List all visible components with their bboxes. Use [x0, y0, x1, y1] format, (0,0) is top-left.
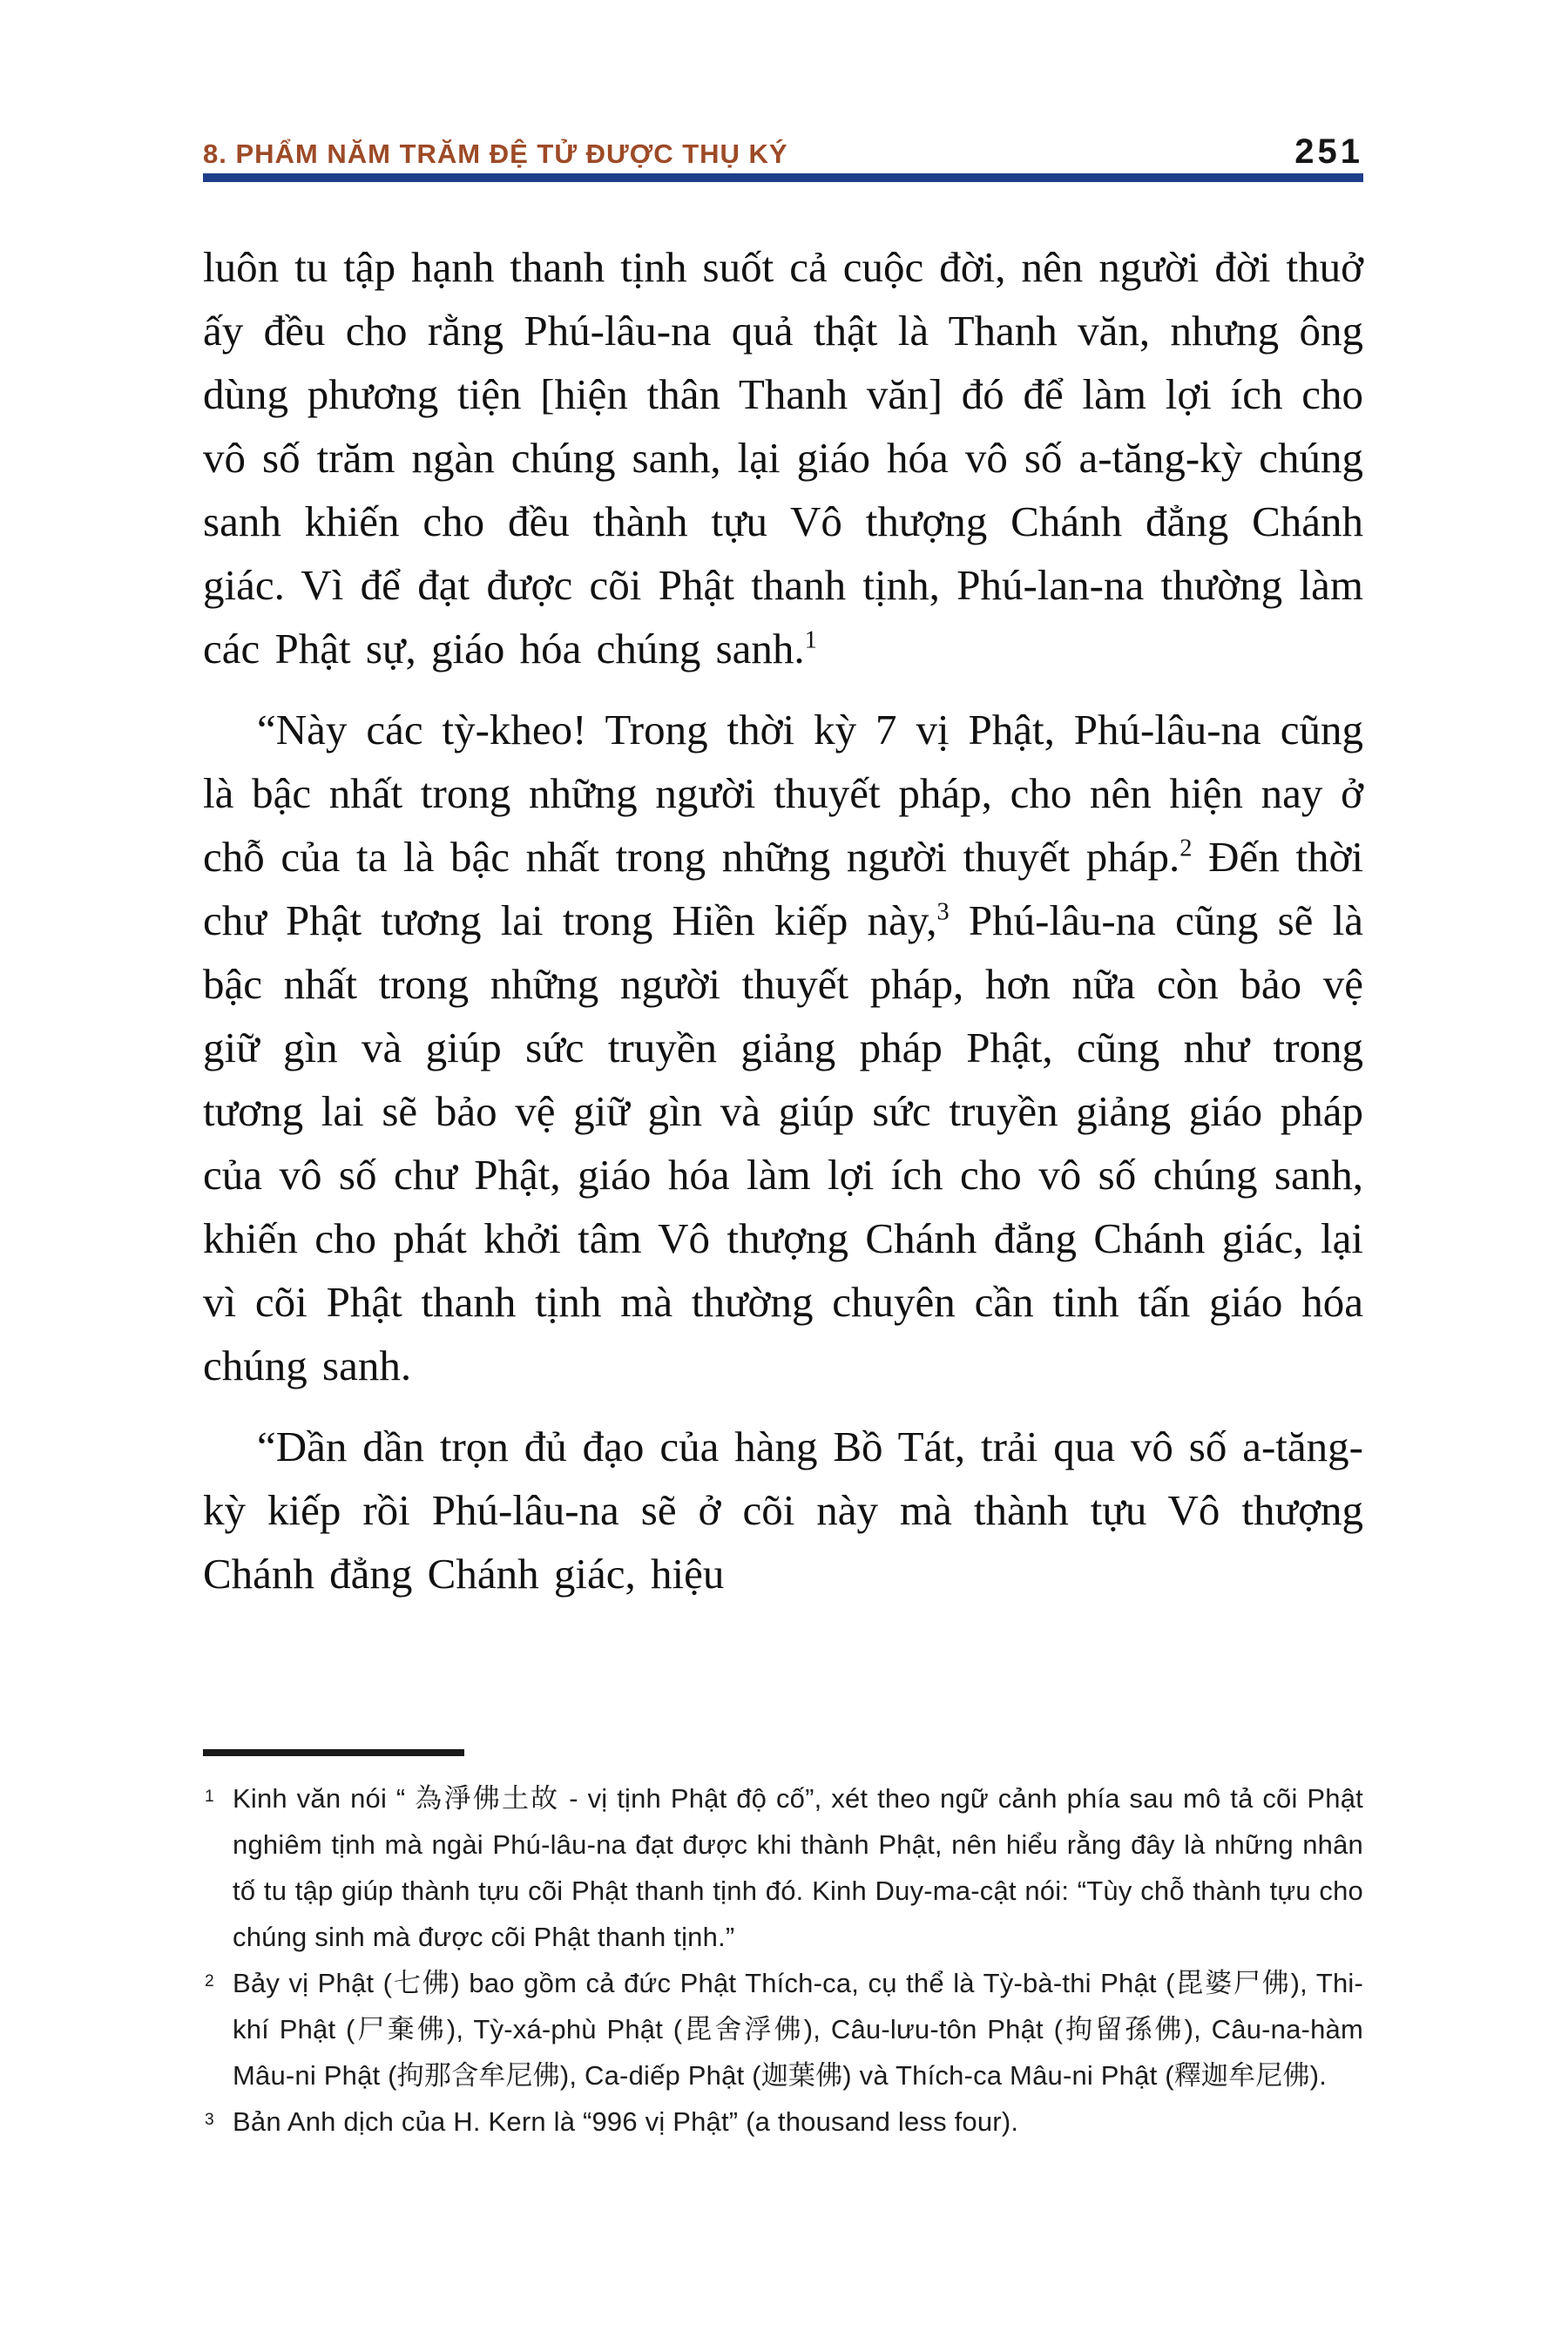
footnotes	[203, 1775, 1363, 2145]
footnote-marker: 3	[205, 2111, 214, 2129]
body-text-run: Phú-lâu-na cũng sẽ là bậc nhất trong những người thuyết pháp, hơn nữa còn bảo vệ giữ gìn và giúp sức truyền giảng pháp Phật, cũng như trong tương lai sẽ bảo vệ giữ gìn và giúp sức truyền giảng giáo pháp của vô số chư Phật, giáo hóa làm lợi ích cho vô số chúng sanh, khiến cho phát khởi tâm Vô thượng Chánh đẳng Chánh giác, lại vì cõi Phật thanh tịnh mà thường chuyên cần tinh tấn giáo hóa chúng sanh.	[203, 896, 1363, 1389]
footnote-reference: 1	[804, 626, 817, 654]
body-text-run: Đến thời chư Phật tương lai trong Hiền kiếp này,	[203, 833, 1363, 944]
header-rule	[203, 173, 1363, 182]
footnote-reference: 3	[936, 898, 950, 926]
body-text	[203, 235, 1363, 1605]
footnote-marker: 1	[205, 1788, 214, 1806]
body-text-run: “Dần dần trọn đủ đạo của hàng Bồ Tát, trải qua vô số a-tăng-kỳ kiếp rồi Phú-lâu-na sẽ ở cõi này mà thành tựu Vô thượng Chánh đẳng Chánh giác, hiệu	[203, 1423, 1363, 1598]
footnote-reference: 2	[1179, 835, 1193, 862]
footnote-separator	[203, 1749, 464, 1756]
body-text-run: “Này các tỳ-kheo! Trong thời kỳ 7 vị Phật, Phú-lâu-na cũng là bậc nhất trong những người thuyết pháp, cho nên hiện nay ở chỗ của ta là bậc nhất trong những người thuyết pháp.	[203, 706, 1363, 881]
body-paragraph	[203, 1415, 1363, 1605]
body-text-run: luôn tu tập hạnh thanh tịnh suốt cả cuộc đời, nên người đời thuở ấy đều cho rằng Phú-lâu-na quả thật là Thanh văn, nhưng ông dùng phương tiện [hiện thân Thanh văn] đó để làm lợi ích cho vô số trăm ngàn chúng sanh, lại giáo hóa vô số a-tăng-kỳ chúng sanh khiến cho đều thành tựu Vô thượng Chánh đẳng Chánh giác. Vì để đạt được cõi Phật thanh tịnh, Phú-lan-na thường làm các Phật sự, giáo hóa chúng sanh.	[203, 243, 1363, 672]
body-paragraph	[203, 698, 1363, 1397]
footnote-text: Kinh văn nói “ 為淨佛土故 - vị tịnh Phật độ cố”, xét theo ngữ cảnh phía sau mô tả cõi Phật nghiêm tịnh mà ngài Phú-lâu-na đạt được khi thành Phật, nên hiểu rằng đây là những nhân tố tu tập giúp thành tựu cõi Phật thanh tịnh đó. Kinh Duy-ma-cật nói: “Tùy chỗ thành tựu cho chúng sinh mà được cõi Phật thanh tịnh.”	[233, 1783, 1363, 1952]
running-header	[203, 132, 1363, 172]
body-paragraph	[203, 235, 1363, 680]
footnote-item	[203, 2099, 1363, 2145]
footnote-marker: 2	[205, 1972, 214, 1990]
footnote-text: Bản Anh dịch của H. Kern là “996 vị Phật” (a thousand less four).	[233, 2106, 1019, 2137]
footnote-item	[203, 1775, 1363, 1960]
footnote-item	[203, 1960, 1363, 2099]
footnote-text: Bảy vị Phật (七佛) bao gồm cả đức Phật Thích-ca, cụ thể là Tỳ-bà-thi Phật (毘婆尸佛), Thi-khí Phật (尸棄佛), Tỳ-xá-phù Phật (毘舍浮佛), Câu-lưu-tôn Phật (拘留孫佛), Câu-na-hàm Mâu-ni Phật (拘那含牟尼佛), Ca-diếp Phật (迦葉佛) và Thích-ca Mâu-ni Phật (釋迦牟尼佛).	[233, 1968, 1363, 2091]
page-number: 251	[1294, 132, 1363, 171]
chapter-title: 8. PHẨM NĂM TRĂM ĐỆ TỬ ĐƯỢC THỤ KÝ	[203, 139, 788, 169]
